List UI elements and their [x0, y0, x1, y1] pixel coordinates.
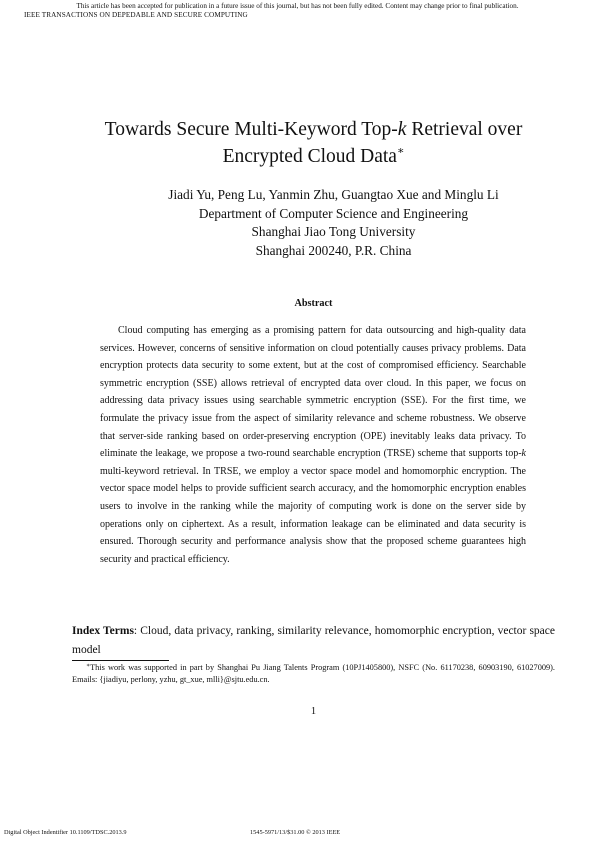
title-line2: Encrypted Cloud Data — [222, 146, 397, 167]
index-terms-text: : Cloud, data privacy, ranking, similarity relevance, homomorphic encryption, vector space model — [72, 625, 555, 656]
footnote-rule — [72, 660, 169, 661]
footnote-text: This work was supported in part by Shanghai Pu Jiang Talents Program (10PJ1405800), NSFC (No. 61170238, 60903190, 61027009). Emails: {jiadiyu, perlony, yzhu, gt_xue, mlli}@sjtu.edu.cn. — [72, 663, 555, 685]
abstract-k-variable: k — [521, 448, 526, 460]
index-terms — [72, 622, 555, 659]
author-names: Jiadi Yu, Peng Lu, Yanmin Zhu, Guangtao Xue and Minglu Li — [168, 187, 499, 202]
abstract-heading: Abstract — [294, 298, 333, 309]
author-address: Shanghai 200240, P.R. China — [255, 242, 412, 258]
abstract-text-part1: Cloud computing has emerging as a promising pattern for data outsourcing and high-quality data services. However, concerns of sensitive information on cloud potentially causes privacy problems. Data encryption protects data security to some extent, but at the cost of compromised efficiency. Searchable symmetric encryption (SSE) allows retrieval of encrypted data over cloud. In this paper, we focus on addressing data privacy issues using searchable symmetric encryption (SSE). For the first time, we formulate the privacy issue from the aspect of similarity relevance and scheme robustness. We observe that server-side ranking based on order-preserving encryption (OPE) inevitably leaks data privacy. To eliminate the leakage, we propose a two-round searchable encryption (TRSE) scheme that supports top- — [100, 325, 526, 460]
abstract-text-part2: multi-keyword retrieval. In TRSE, we employ a vector space model and homomorphic encryption. The vector space model helps to provide sufficient search accuracy, and the homomorphic encryption enables users to involve in the ranking while the majority of computing work is done on the server side by operations only on ciphertext. As a result, information leakage can be eliminated and data security is ensured. Thorough security and performance analysis show that the proposed scheme guarantees high security and practical efficiency. — [100, 465, 526, 565]
journal-header: IEEE TRANSACTIONS ON DEPEDABLE AND SECURE COMPUTING — [24, 11, 248, 19]
title-line1-start: Towards Secure Multi-Keyword Top- — [104, 119, 398, 140]
prepublication-banner: This article has been accepted for publication in a future issue of this journal, but has not been fully edited. Content may change prior to final publication. — [76, 2, 519, 10]
footer-doi: Digital Object Indentifier 10.1109/TDSC.2013.9 — [4, 829, 127, 836]
footer-copyright: 1545-5971/13/$31.00 © 2013 IEEE — [250, 829, 341, 836]
index-terms-label: Index Terms — [72, 625, 134, 637]
footnote — [72, 662, 555, 686]
abstract-body — [100, 322, 526, 568]
author-department: Department of Computer Science and Engineering — [198, 205, 469, 221]
title-footnote-mark: ∗ — [396, 145, 405, 157]
title-k-variable: k — [397, 119, 407, 140]
page-number: 1 — [310, 706, 317, 717]
title-line1-end: Retrieval over — [406, 119, 523, 140]
author-block — [0, 186, 595, 260]
paper-title — [0, 116, 595, 170]
footnote-mark: ∗ — [86, 663, 91, 669]
author-university: Shanghai Jiao Tong University — [251, 224, 416, 239]
